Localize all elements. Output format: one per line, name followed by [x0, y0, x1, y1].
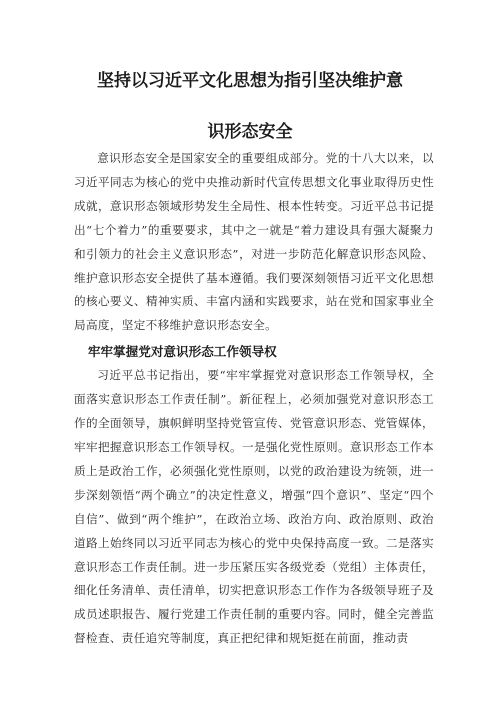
paragraph-section-1: 习近平总书记指出，要“牢牢掌握党对意识形态工作领导权，全面落实意识形态工作责任制”。新征程上，必须加强党对意识形态工作的全面领导，旗帜鲜明坚持党管宣传、党管意识形态、党管媒体，牢牢把握意识形态工作领导权。一是强化党性原则。意识形态工作本质上是政治工作，必须强化党性原则，以党的政治建设为统领，进一步深刻领悟“两个确立”的决定性意义，增强“四个意识”、坚定“四个自信”、做到“两个维护”，在政治立场、政治方向、政治原则、政治道路上始终同以习近平同志为核心的党中央保持高度一致。二是落实意识形态工作责任制。进一步压紧压实各级党委（党组）主体责任，细化任务清单、责任清单，切实把意识形态工作作为各级领导班子及成员述职报告、履行党建工作责任制的重要内容。同时，健全完善监督检查、责任追究等制度，真正把纪律和规矩挺在前面，推动责	[74, 368, 434, 646]
document-body	[74, 147, 434, 651]
paragraph-intro: 意识形态安全是国家安全的重要组成部分。党的十八大以来，以习近平同志为核心的党中央推动新时代宣传思想文化事业取得历史性成就，意识形态领域形势发生全局性、根本性转变。习近平总书记提出“七个着力”的重要要求，其中之一就是“着力建设具有强大凝聚力和引领力的社会主义意识形态”，对进一步防范化解意识形态风险、维护意识形态安全提供了基本遵循。我们要深刻领悟习近平文化思想的核心要义、精神实质、丰富内涵和实践要求，站在党和国家事业全局高度，坚定不移维护意识形态安全。	[74, 151, 434, 333]
section-heading: 牢牢掌握党对意识形态工作领导权	[87, 344, 277, 360]
document-title-line-1: 坚持以习近平文化思想为指引坚决维护意	[97, 71, 403, 91]
document-title-line-2: 识形态安全	[207, 122, 293, 142]
